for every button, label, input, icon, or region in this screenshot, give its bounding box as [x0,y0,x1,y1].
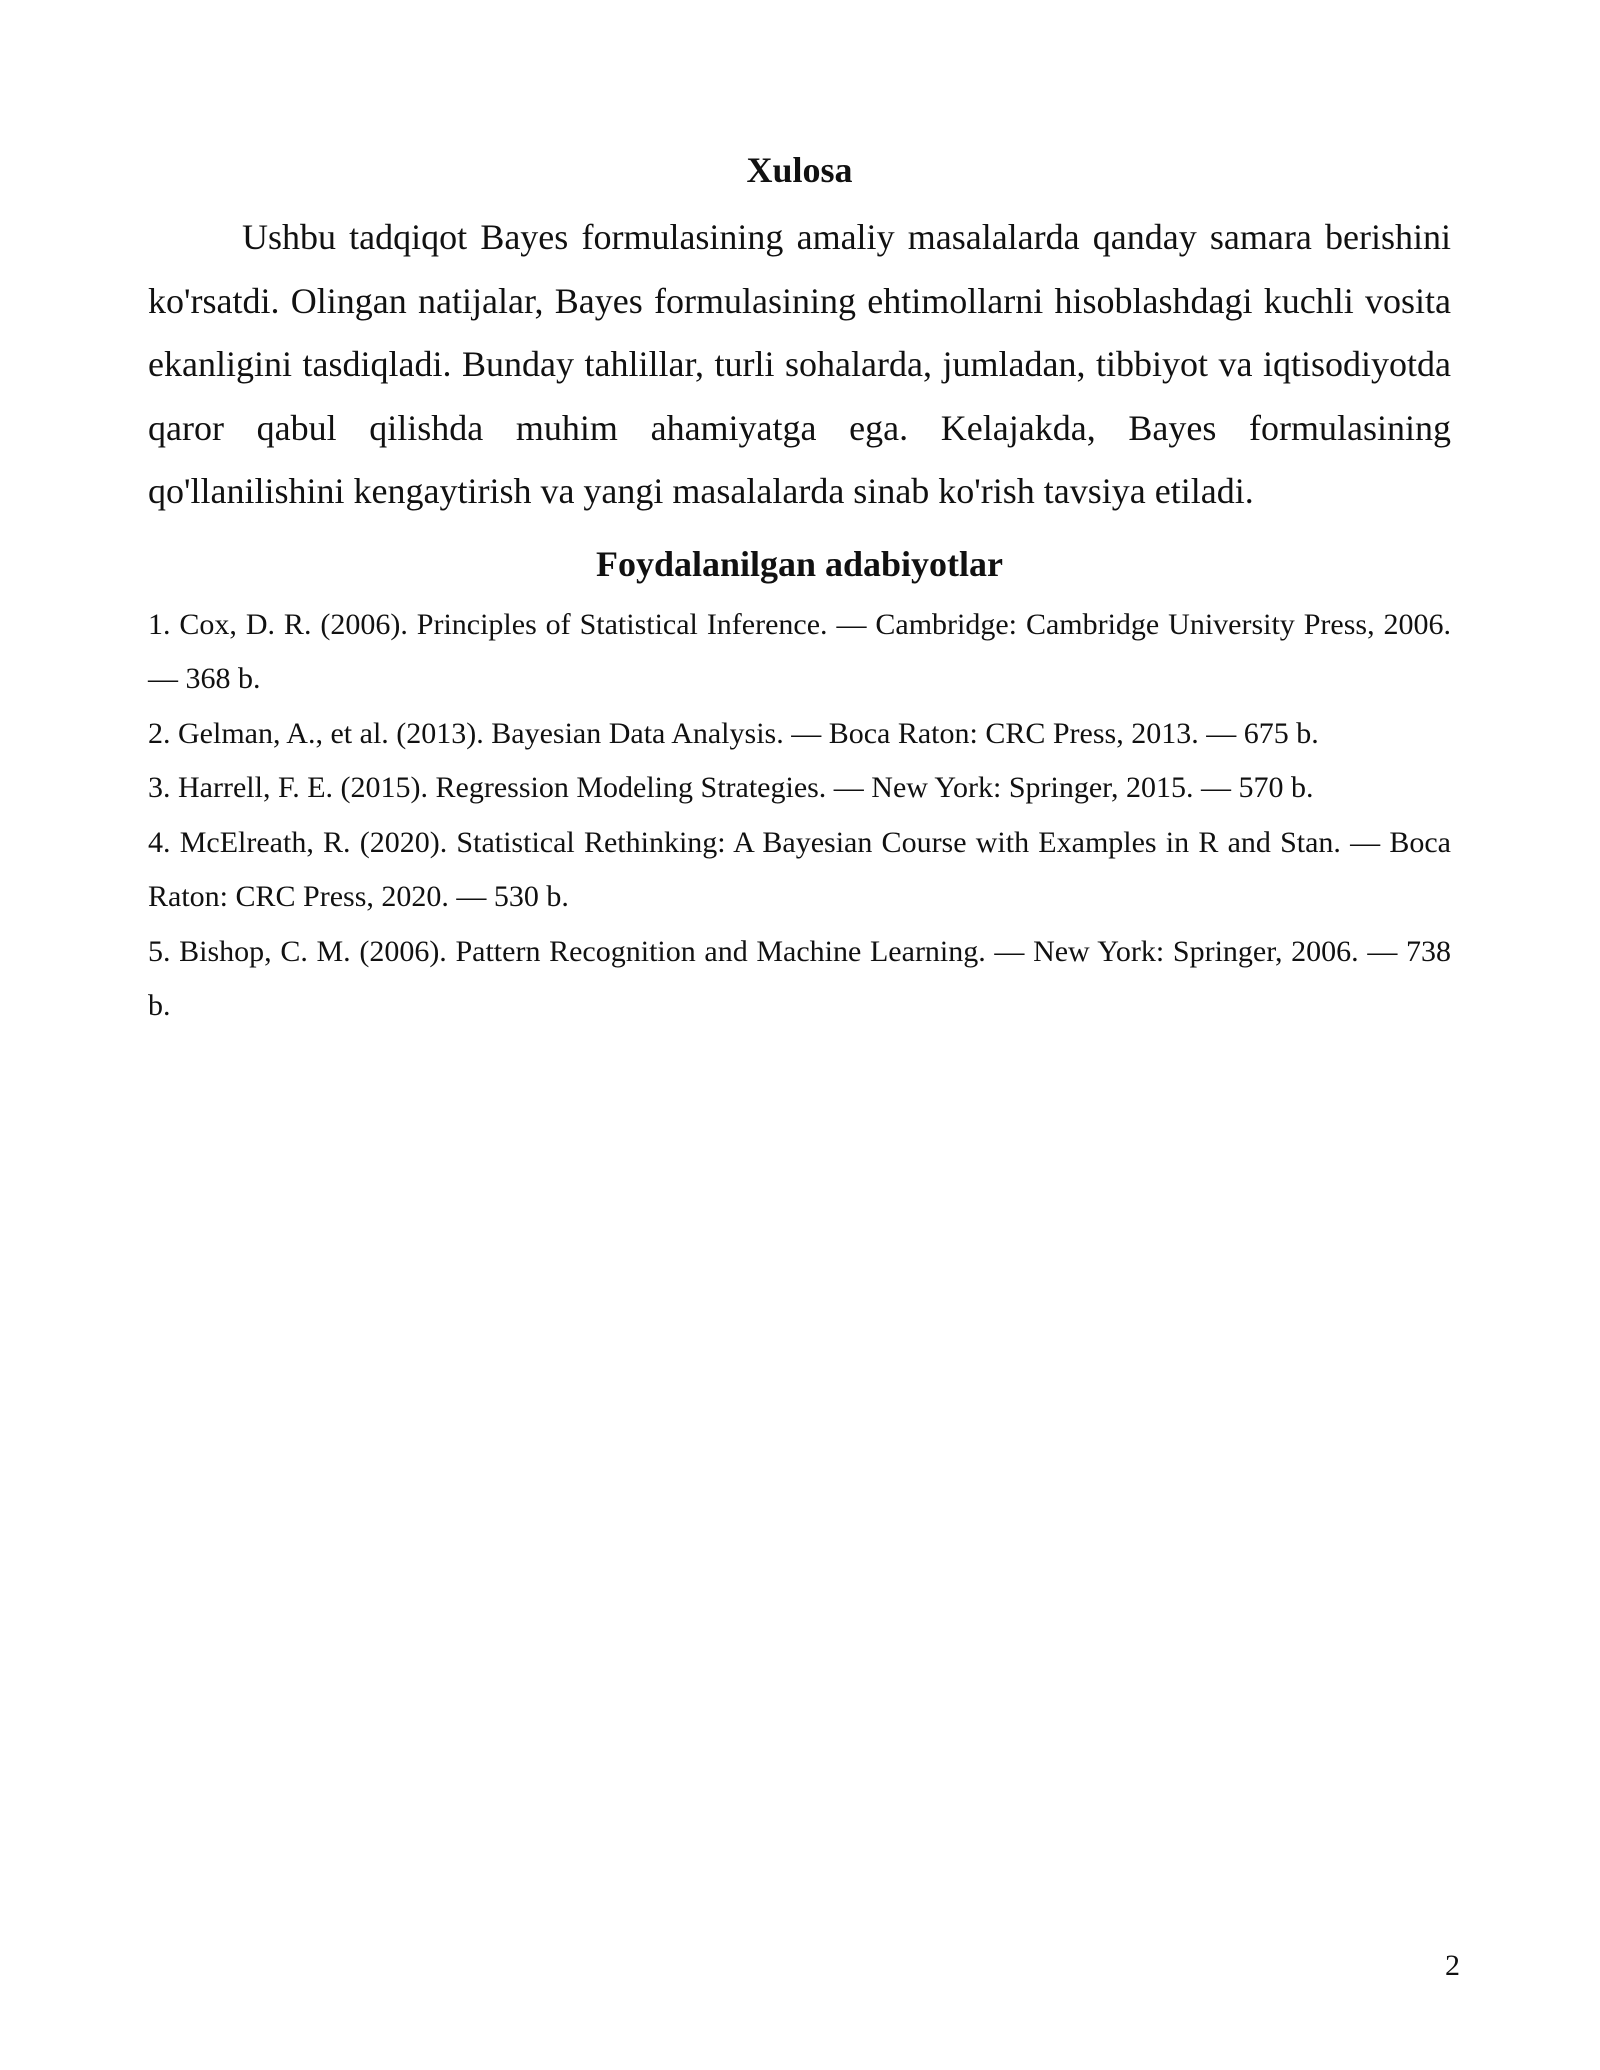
page-content [148,148,1451,1034]
conclusion-paragraph: Ushbu tadqiqot Bayes formulasining amaliy masalalarda qanday samara berishini ko'rsatdi. Olingan natijalar, Bayes formulasining ehtimollarni hisoblashdagi kuchli vosita ekanligini tasdiqladi. Bunday tahlillar, turli sohalarda, jumladan, tibbiyot va iqtisodiyotda qaror qabul qilishda muhim ahamiyatga ega. Kelajakda, Bayes formulasining qo'llanilishini kengaytirish va yangi masalalarda sinab ko'rish tavsiya etiladi. [148,217,1451,511]
conclusion-heading: Xulosa [746,150,853,190]
reference-item: 5. Bishop, C. M. (2006). Pattern Recognition and Machine Learning. — New York: Springer, 2006. — 738 b. [148,934,1451,1022]
page-number: 2 [1445,1949,1460,1982]
reference-item: 2. Gelman, A., et al. (2013). Bayesian Data Analysis. — Boca Raton: CRC Press, 2013. — 675 b. [148,716,1319,750]
reference-item: 3. Harrell, F. E. (2015). Regression Modeling Strategies. — New York: Springer, 2015. — 570 b. [148,771,1314,804]
reference-item: 4. McElreath, R. (2020). Statistical Rethinking: A Bayesian Course with Examples in R and Stan. — Boca Raton: CRC Press, 2020. — 530 b. [148,825,1451,913]
reference-item: 1. Cox, D. R. (2006). Principles of Statistical Inference. — Cambridge: Cambridge University Press, 2006. — 368 b. [148,607,1451,695]
references-heading: Foydalanilgan adabiyotlar [595,543,1004,584]
references-list [148,598,1451,1034]
